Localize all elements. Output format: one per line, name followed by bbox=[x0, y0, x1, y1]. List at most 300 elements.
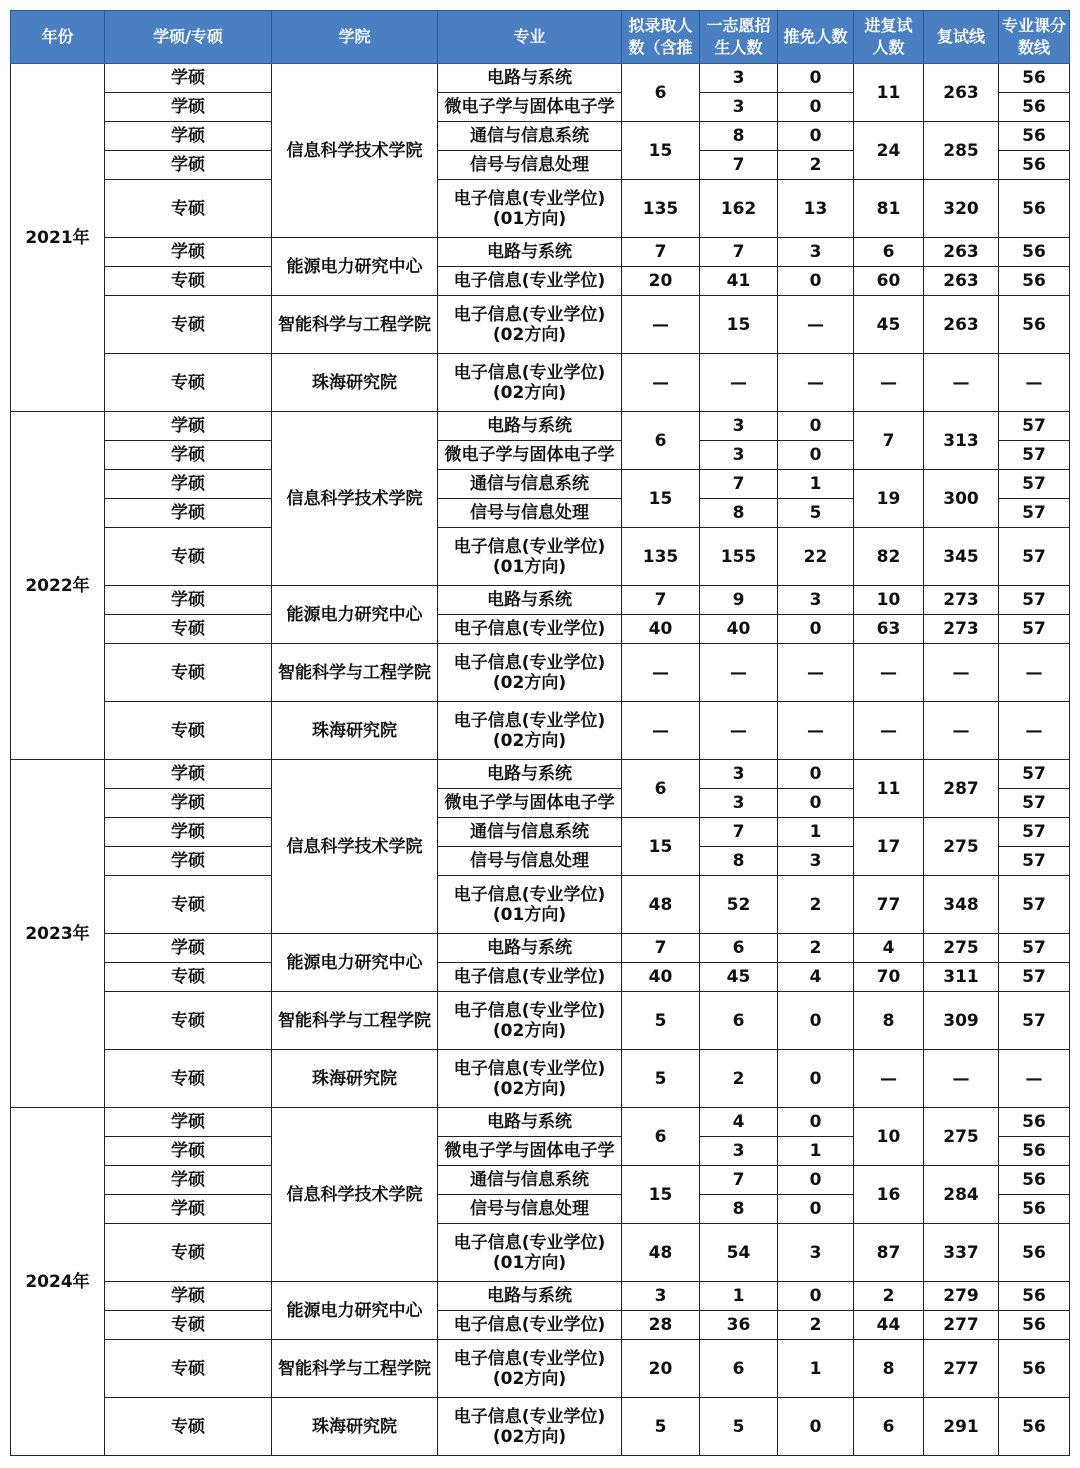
admitted-cell: 6 bbox=[622, 64, 700, 122]
table-row bbox=[11, 1398, 1070, 1456]
retest-count-cell: 45 bbox=[854, 296, 924, 354]
admitted-cell: 40 bbox=[622, 963, 700, 992]
header-college bbox=[272, 11, 438, 64]
college-cell: 珠海研究院 bbox=[272, 354, 438, 412]
major-cell bbox=[438, 296, 622, 354]
college-cell: 能源电力研究中心 bbox=[272, 1282, 438, 1340]
subject-line-cell: 57 bbox=[999, 876, 1070, 934]
admitted-cell: 20 bbox=[622, 1340, 700, 1398]
degree-type-cell: 学硕 bbox=[105, 1137, 272, 1166]
header-label: 学院 bbox=[338, 27, 371, 46]
major-cell: 电子信息(专业学位) bbox=[438, 267, 622, 296]
exempt-cell: 2 bbox=[778, 1311, 854, 1340]
degree-type-cell: 学硕 bbox=[105, 441, 272, 470]
first-choice-cell: 7 bbox=[700, 818, 778, 847]
exempt-cell: 2 bbox=[778, 934, 854, 963]
retest-count-cell: 87 bbox=[854, 1224, 924, 1282]
table-row bbox=[11, 1166, 1070, 1195]
major-cell bbox=[438, 528, 622, 586]
degree-type-cell: 专硕 bbox=[105, 1311, 272, 1340]
table-row bbox=[11, 238, 1070, 267]
first-choice-cell: 162 bbox=[700, 180, 778, 238]
header-retest-count bbox=[854, 11, 924, 64]
table-row bbox=[11, 1050, 1070, 1108]
subject-line-cell: 57 bbox=[999, 789, 1070, 818]
retest-line-cell: — bbox=[924, 354, 999, 412]
exempt-cell: 3 bbox=[778, 847, 854, 876]
major-direction: (02方向) bbox=[492, 1078, 567, 1099]
subject-line-cell: 57 bbox=[999, 470, 1070, 499]
table-row bbox=[11, 296, 1070, 354]
degree-type-cell: 专硕 bbox=[105, 702, 272, 760]
major-cell bbox=[438, 992, 622, 1050]
first-choice-cell: 8 bbox=[700, 847, 778, 876]
admitted-cell: — bbox=[622, 296, 700, 354]
degree-type-cell: 专硕 bbox=[105, 296, 272, 354]
major-cell: 电子信息(专业学位) bbox=[438, 615, 622, 644]
subject-line-cell: 56 bbox=[999, 1340, 1070, 1398]
degree-type-cell: 专硕 bbox=[105, 267, 272, 296]
major-cell: 通信与信息系统 bbox=[438, 470, 622, 499]
year-cell: 2022年 bbox=[11, 412, 105, 760]
exempt-cell: 0 bbox=[778, 64, 854, 93]
retest-line-cell: 275 bbox=[924, 1108, 999, 1166]
major-direction: (02方向) bbox=[492, 324, 567, 345]
retest-count-cell: 6 bbox=[854, 1398, 924, 1456]
major-cell bbox=[438, 354, 622, 412]
retest-line-cell: 279 bbox=[924, 1282, 999, 1311]
subject-line-cell: 56 bbox=[999, 180, 1070, 238]
retest-count-cell: 11 bbox=[854, 64, 924, 122]
degree-type-cell: 学硕 bbox=[105, 64, 272, 93]
first-choice-cell: 6 bbox=[700, 992, 778, 1050]
degree-type-cell: 专硕 bbox=[105, 1340, 272, 1398]
subject-line-cell: 57 bbox=[999, 586, 1070, 615]
major-direction: (02方向) bbox=[492, 672, 567, 693]
table-row bbox=[11, 818, 1070, 847]
subject-line-cell: 57 bbox=[999, 441, 1070, 470]
subject-line-cell: 56 bbox=[999, 1311, 1070, 1340]
retest-line-cell: — bbox=[924, 1050, 999, 1108]
first-choice-cell: 3 bbox=[700, 1137, 778, 1166]
retest-line-cell: — bbox=[924, 702, 999, 760]
major-cell: 电路与系统 bbox=[438, 238, 622, 267]
major-cell: 电路与系统 bbox=[438, 1108, 622, 1137]
subject-line-cell: 57 bbox=[999, 847, 1070, 876]
degree-type-cell: 专硕 bbox=[105, 615, 272, 644]
admitted-cell: 48 bbox=[622, 1224, 700, 1282]
major-line: 电子信息(专业学位) bbox=[453, 1000, 606, 1021]
subject-line-cell: 56 bbox=[999, 1137, 1070, 1166]
admitted-cell: 15 bbox=[622, 1166, 700, 1224]
college-cell: 能源电力研究中心 bbox=[272, 934, 438, 992]
first-choice-cell: 8 bbox=[700, 1195, 778, 1224]
admitted-cell: — bbox=[622, 354, 700, 412]
first-choice-cell: 40 bbox=[700, 615, 778, 644]
table-row bbox=[11, 760, 1070, 789]
college-cell: 信息科学技术学院 bbox=[272, 1108, 438, 1282]
subject-line-cell: 56 bbox=[999, 93, 1070, 122]
header-row bbox=[11, 11, 1070, 64]
major-line: 电子信息(专业学位) bbox=[453, 710, 606, 731]
exempt-cell: 0 bbox=[778, 93, 854, 122]
table-row bbox=[11, 615, 1070, 644]
admitted-cell: 48 bbox=[622, 876, 700, 934]
admitted-cell: 20 bbox=[622, 267, 700, 296]
subject-line-cell: — bbox=[999, 1050, 1070, 1108]
subject-line-cell: 57 bbox=[999, 412, 1070, 441]
exempt-cell: 0 bbox=[778, 412, 854, 441]
table-row bbox=[11, 1108, 1070, 1137]
college-cell: 信息科学技术学院 bbox=[272, 64, 438, 238]
year-cell: 2021年 bbox=[11, 64, 105, 412]
major-cell: 电路与系统 bbox=[438, 586, 622, 615]
subject-line-cell: 56 bbox=[999, 238, 1070, 267]
first-choice-cell: 8 bbox=[700, 499, 778, 528]
exempt-cell: 0 bbox=[778, 441, 854, 470]
degree-type-cell: 专硕 bbox=[105, 528, 272, 586]
degree-type-cell: 学硕 bbox=[105, 847, 272, 876]
header-label: 拟录取人 bbox=[628, 16, 693, 35]
major-cell bbox=[438, 1224, 622, 1282]
admitted-cell: 40 bbox=[622, 615, 700, 644]
table-row bbox=[11, 644, 1070, 702]
exempt-cell: 5 bbox=[778, 499, 854, 528]
admitted-cell: 5 bbox=[622, 1398, 700, 1456]
retest-count-cell: 6 bbox=[854, 238, 924, 267]
retest-count-cell: — bbox=[854, 644, 924, 702]
major-cell bbox=[438, 644, 622, 702]
degree-type-cell: 专硕 bbox=[105, 354, 272, 412]
header-label: 年份 bbox=[41, 27, 74, 46]
first-choice-cell: 52 bbox=[700, 876, 778, 934]
major-cell: 通信与信息系统 bbox=[438, 1166, 622, 1195]
major-line: 电子信息(专业学位) bbox=[453, 1232, 606, 1253]
degree-type-cell: 学硕 bbox=[105, 1195, 272, 1224]
college-cell: 能源电力研究中心 bbox=[272, 586, 438, 644]
major-line: 电子信息(专业学位) bbox=[453, 1348, 606, 1369]
degree-type-cell: 学硕 bbox=[105, 93, 272, 122]
retest-line-cell: 313 bbox=[924, 412, 999, 470]
retest-line-cell: 285 bbox=[924, 122, 999, 180]
exempt-cell: 0 bbox=[778, 1050, 854, 1108]
exempt-cell: — bbox=[778, 296, 854, 354]
retest-count-cell: 81 bbox=[854, 180, 924, 238]
table-row bbox=[11, 586, 1070, 615]
major-cell: 信号与信息处理 bbox=[438, 151, 622, 180]
admitted-cell: 135 bbox=[622, 180, 700, 238]
major-cell: 电子信息(专业学位) bbox=[438, 1311, 622, 1340]
major-cell: 通信与信息系统 bbox=[438, 122, 622, 151]
admitted-cell: — bbox=[622, 644, 700, 702]
college-cell: 信息科学技术学院 bbox=[272, 760, 438, 934]
retest-line-cell: 337 bbox=[924, 1224, 999, 1282]
header-label: 人数 bbox=[872, 38, 905, 57]
retest-line-cell: 275 bbox=[924, 934, 999, 963]
header-label: 学硕/专硕 bbox=[153, 27, 223, 46]
header-label: 一志愿招 bbox=[706, 16, 771, 35]
retest-line-cell: 273 bbox=[924, 615, 999, 644]
major-cell: 通信与信息系统 bbox=[438, 818, 622, 847]
table-row bbox=[11, 470, 1070, 499]
major-cell: 信号与信息处理 bbox=[438, 1195, 622, 1224]
major-cell: 电路与系统 bbox=[438, 760, 622, 789]
year-cell: 2024年 bbox=[11, 1108, 105, 1456]
subject-line-cell: 56 bbox=[999, 1224, 1070, 1282]
retest-count-cell: 63 bbox=[854, 615, 924, 644]
exempt-cell: — bbox=[778, 702, 854, 760]
major-cell: 电路与系统 bbox=[438, 64, 622, 93]
major-direction: (01方向) bbox=[492, 556, 567, 577]
degree-type-cell: 专硕 bbox=[105, 1050, 272, 1108]
retest-count-cell: 10 bbox=[854, 586, 924, 615]
college-cell: 信息科学技术学院 bbox=[272, 412, 438, 586]
major-line: 电子信息(专业学位) bbox=[453, 1058, 606, 1079]
subject-line-cell: — bbox=[999, 702, 1070, 760]
year-cell: 2023年 bbox=[11, 760, 105, 1108]
major-cell bbox=[438, 702, 622, 760]
major-line: 电子信息(专业学位) bbox=[453, 304, 606, 325]
retest-line-cell: 277 bbox=[924, 1311, 999, 1340]
degree-type-cell: 学硕 bbox=[105, 122, 272, 151]
header-label: 推免人数 bbox=[783, 27, 848, 46]
admitted-cell: 3 bbox=[622, 1282, 700, 1311]
degree-type-cell: 学硕 bbox=[105, 1282, 272, 1311]
degree-type-cell: 专硕 bbox=[105, 876, 272, 934]
major-direction: (02方向) bbox=[492, 1426, 567, 1447]
retest-line-cell: 309 bbox=[924, 992, 999, 1050]
degree-type-cell: 专硕 bbox=[105, 963, 272, 992]
subject-line-cell: — bbox=[999, 354, 1070, 412]
first-choice-cell: 7 bbox=[700, 151, 778, 180]
table-row bbox=[11, 934, 1070, 963]
major-cell: 电路与系统 bbox=[438, 934, 622, 963]
retest-count-cell: 7 bbox=[854, 412, 924, 470]
retest-line-cell: 291 bbox=[924, 1398, 999, 1456]
table-row bbox=[11, 1282, 1070, 1311]
table-row bbox=[11, 64, 1070, 93]
retest-count-cell: 16 bbox=[854, 1166, 924, 1224]
first-choice-cell: 3 bbox=[700, 760, 778, 789]
table-row bbox=[11, 1311, 1070, 1340]
admitted-cell: 15 bbox=[622, 818, 700, 876]
admitted-cell: 7 bbox=[622, 934, 700, 963]
subject-line-cell: 57 bbox=[999, 499, 1070, 528]
major-cell bbox=[438, 1398, 622, 1456]
retest-line-cell: 287 bbox=[924, 760, 999, 818]
first-choice-cell: 41 bbox=[700, 267, 778, 296]
first-choice-cell: — bbox=[700, 702, 778, 760]
college-cell: 智能科学与工程学院 bbox=[272, 1340, 438, 1398]
exempt-cell: 0 bbox=[778, 789, 854, 818]
retest-line-cell: 263 bbox=[924, 64, 999, 122]
major-direction: (02方向) bbox=[492, 382, 567, 403]
degree-type-cell: 学硕 bbox=[105, 238, 272, 267]
major-direction: (02方向) bbox=[492, 1368, 567, 1389]
exempt-cell: 2 bbox=[778, 151, 854, 180]
table-header bbox=[11, 11, 1070, 64]
major-direction: (02方向) bbox=[492, 730, 567, 751]
exempt-cell: 13 bbox=[778, 180, 854, 238]
major-cell: 微电子学与固体电子学 bbox=[438, 1137, 622, 1166]
major-cell: 微电子学与固体电子学 bbox=[438, 789, 622, 818]
retest-line-cell: 284 bbox=[924, 1166, 999, 1224]
exempt-cell: 1 bbox=[778, 470, 854, 499]
admitted-cell: 15 bbox=[622, 470, 700, 528]
subject-line-cell: 56 bbox=[999, 1166, 1070, 1195]
retest-count-cell: — bbox=[854, 354, 924, 412]
retest-line-cell: 263 bbox=[924, 296, 999, 354]
exempt-cell: 3 bbox=[778, 1224, 854, 1282]
exempt-cell: 22 bbox=[778, 528, 854, 586]
first-choice-cell: 1 bbox=[700, 1282, 778, 1311]
subject-line-cell: — bbox=[999, 644, 1070, 702]
retest-line-cell: 275 bbox=[924, 818, 999, 876]
retest-count-cell: 8 bbox=[854, 1340, 924, 1398]
subject-line-cell: 56 bbox=[999, 1282, 1070, 1311]
exempt-cell: 0 bbox=[778, 1108, 854, 1137]
subject-line-cell: 56 bbox=[999, 1195, 1070, 1224]
first-choice-cell: 7 bbox=[700, 1166, 778, 1195]
exempt-cell: 0 bbox=[778, 992, 854, 1050]
header-major bbox=[438, 11, 622, 64]
degree-type-cell: 学硕 bbox=[105, 789, 272, 818]
degree-type-cell: 学硕 bbox=[105, 1108, 272, 1137]
exempt-cell: 1 bbox=[778, 1340, 854, 1398]
major-cell: 电路与系统 bbox=[438, 1282, 622, 1311]
subject-line-cell: 57 bbox=[999, 760, 1070, 789]
first-choice-cell: 15 bbox=[700, 296, 778, 354]
retest-line-cell: 345 bbox=[924, 528, 999, 586]
first-choice-cell: 3 bbox=[700, 441, 778, 470]
retest-line-cell: 320 bbox=[924, 180, 999, 238]
degree-type-cell: 专硕 bbox=[105, 1224, 272, 1282]
retest-line-cell: 348 bbox=[924, 876, 999, 934]
header-admitted bbox=[622, 11, 700, 64]
exempt-cell: 1 bbox=[778, 818, 854, 847]
first-choice-cell: 36 bbox=[700, 1311, 778, 1340]
college-cell: 珠海研究院 bbox=[272, 1050, 438, 1108]
table-row bbox=[11, 412, 1070, 441]
first-choice-cell: — bbox=[700, 354, 778, 412]
degree-type-cell: 专硕 bbox=[105, 992, 272, 1050]
header-label: 生人数 bbox=[714, 38, 763, 57]
major-cell: 信号与信息处理 bbox=[438, 847, 622, 876]
admitted-cell: 5 bbox=[622, 992, 700, 1050]
major-cell: 电路与系统 bbox=[438, 412, 622, 441]
retest-count-cell: — bbox=[854, 702, 924, 760]
table-row bbox=[11, 267, 1070, 296]
major-line: 电子信息(专业学位) bbox=[453, 1406, 606, 1427]
retest-line-cell: 263 bbox=[924, 267, 999, 296]
header-subject-line bbox=[999, 11, 1070, 64]
major-line: 电子信息(专业学位) bbox=[453, 884, 606, 905]
exempt-cell: 2 bbox=[778, 876, 854, 934]
exempt-cell: 0 bbox=[778, 1398, 854, 1456]
degree-type-cell: 专硕 bbox=[105, 180, 272, 238]
exempt-cell: — bbox=[778, 644, 854, 702]
retest-count-cell: — bbox=[854, 1050, 924, 1108]
header-label: 数（含推 bbox=[628, 38, 693, 57]
admitted-cell: 5 bbox=[622, 1050, 700, 1108]
subject-line-cell: 56 bbox=[999, 296, 1070, 354]
retest-count-cell: 4 bbox=[854, 934, 924, 963]
table-row bbox=[11, 354, 1070, 412]
first-choice-cell: 3 bbox=[700, 93, 778, 122]
degree-type-cell: 学硕 bbox=[105, 934, 272, 963]
first-choice-cell: 9 bbox=[700, 586, 778, 615]
major-direction: (02方向) bbox=[492, 1020, 567, 1041]
first-choice-cell: 4 bbox=[700, 1108, 778, 1137]
degree-type-cell: 学硕 bbox=[105, 586, 272, 615]
major-line: 电子信息(专业学位) bbox=[453, 652, 606, 673]
retest-line-cell: 273 bbox=[924, 586, 999, 615]
college-cell: 珠海研究院 bbox=[272, 1398, 438, 1456]
subject-line-cell: 56 bbox=[999, 151, 1070, 180]
major-cell: 微电子学与固体电子学 bbox=[438, 93, 622, 122]
exempt-cell: 0 bbox=[778, 1195, 854, 1224]
subject-line-cell: 56 bbox=[999, 267, 1070, 296]
major-cell: 电子信息(专业学位) bbox=[438, 963, 622, 992]
major-line: 电子信息(专业学位) bbox=[453, 536, 606, 557]
subject-line-cell: 57 bbox=[999, 818, 1070, 847]
retest-line-cell: 263 bbox=[924, 238, 999, 267]
retest-count-cell: 82 bbox=[854, 528, 924, 586]
table-row bbox=[11, 963, 1070, 992]
college-cell: 智能科学与工程学院 bbox=[272, 296, 438, 354]
table-row bbox=[11, 702, 1070, 760]
major-direction: (01方向) bbox=[492, 1252, 567, 1273]
major-cell: 信号与信息处理 bbox=[438, 499, 622, 528]
exempt-cell: 0 bbox=[778, 267, 854, 296]
admitted-cell: 6 bbox=[622, 1108, 700, 1166]
exempt-cell: — bbox=[778, 354, 854, 412]
first-choice-cell: — bbox=[700, 644, 778, 702]
table-row bbox=[11, 528, 1070, 586]
exempt-cell: 3 bbox=[778, 238, 854, 267]
admitted-cell: 135 bbox=[622, 528, 700, 586]
degree-type-cell: 学硕 bbox=[105, 151, 272, 180]
first-choice-cell: 3 bbox=[700, 412, 778, 441]
retest-line-cell: 300 bbox=[924, 470, 999, 528]
subject-line-cell: 57 bbox=[999, 934, 1070, 963]
major-line: 电子信息(专业学位) bbox=[453, 362, 606, 383]
subject-line-cell: 56 bbox=[999, 122, 1070, 151]
header-label: 数线 bbox=[1017, 38, 1050, 57]
header-degree-type bbox=[105, 11, 272, 64]
college-cell: 智能科学与工程学院 bbox=[272, 644, 438, 702]
subject-line-cell: 56 bbox=[999, 1398, 1070, 1456]
admitted-cell: 6 bbox=[622, 760, 700, 818]
subject-line-cell: 57 bbox=[999, 992, 1070, 1050]
retest-count-cell: 70 bbox=[854, 963, 924, 992]
first-choice-cell: 7 bbox=[700, 470, 778, 499]
exempt-cell: 4 bbox=[778, 963, 854, 992]
admitted-cell: 7 bbox=[622, 238, 700, 267]
subject-line-cell: 56 bbox=[999, 1108, 1070, 1137]
major-line: 电子信息(专业学位) bbox=[453, 188, 606, 209]
retest-count-cell: 10 bbox=[854, 1108, 924, 1166]
retest-count-cell: 19 bbox=[854, 470, 924, 528]
first-choice-cell: 7 bbox=[700, 238, 778, 267]
subject-line-cell: 57 bbox=[999, 963, 1070, 992]
subject-line-cell: 57 bbox=[999, 615, 1070, 644]
exempt-cell: 0 bbox=[778, 1166, 854, 1195]
major-cell bbox=[438, 1340, 622, 1398]
retest-count-cell: 44 bbox=[854, 1311, 924, 1340]
major-cell bbox=[438, 1050, 622, 1108]
major-direction: (01方向) bbox=[492, 904, 567, 925]
